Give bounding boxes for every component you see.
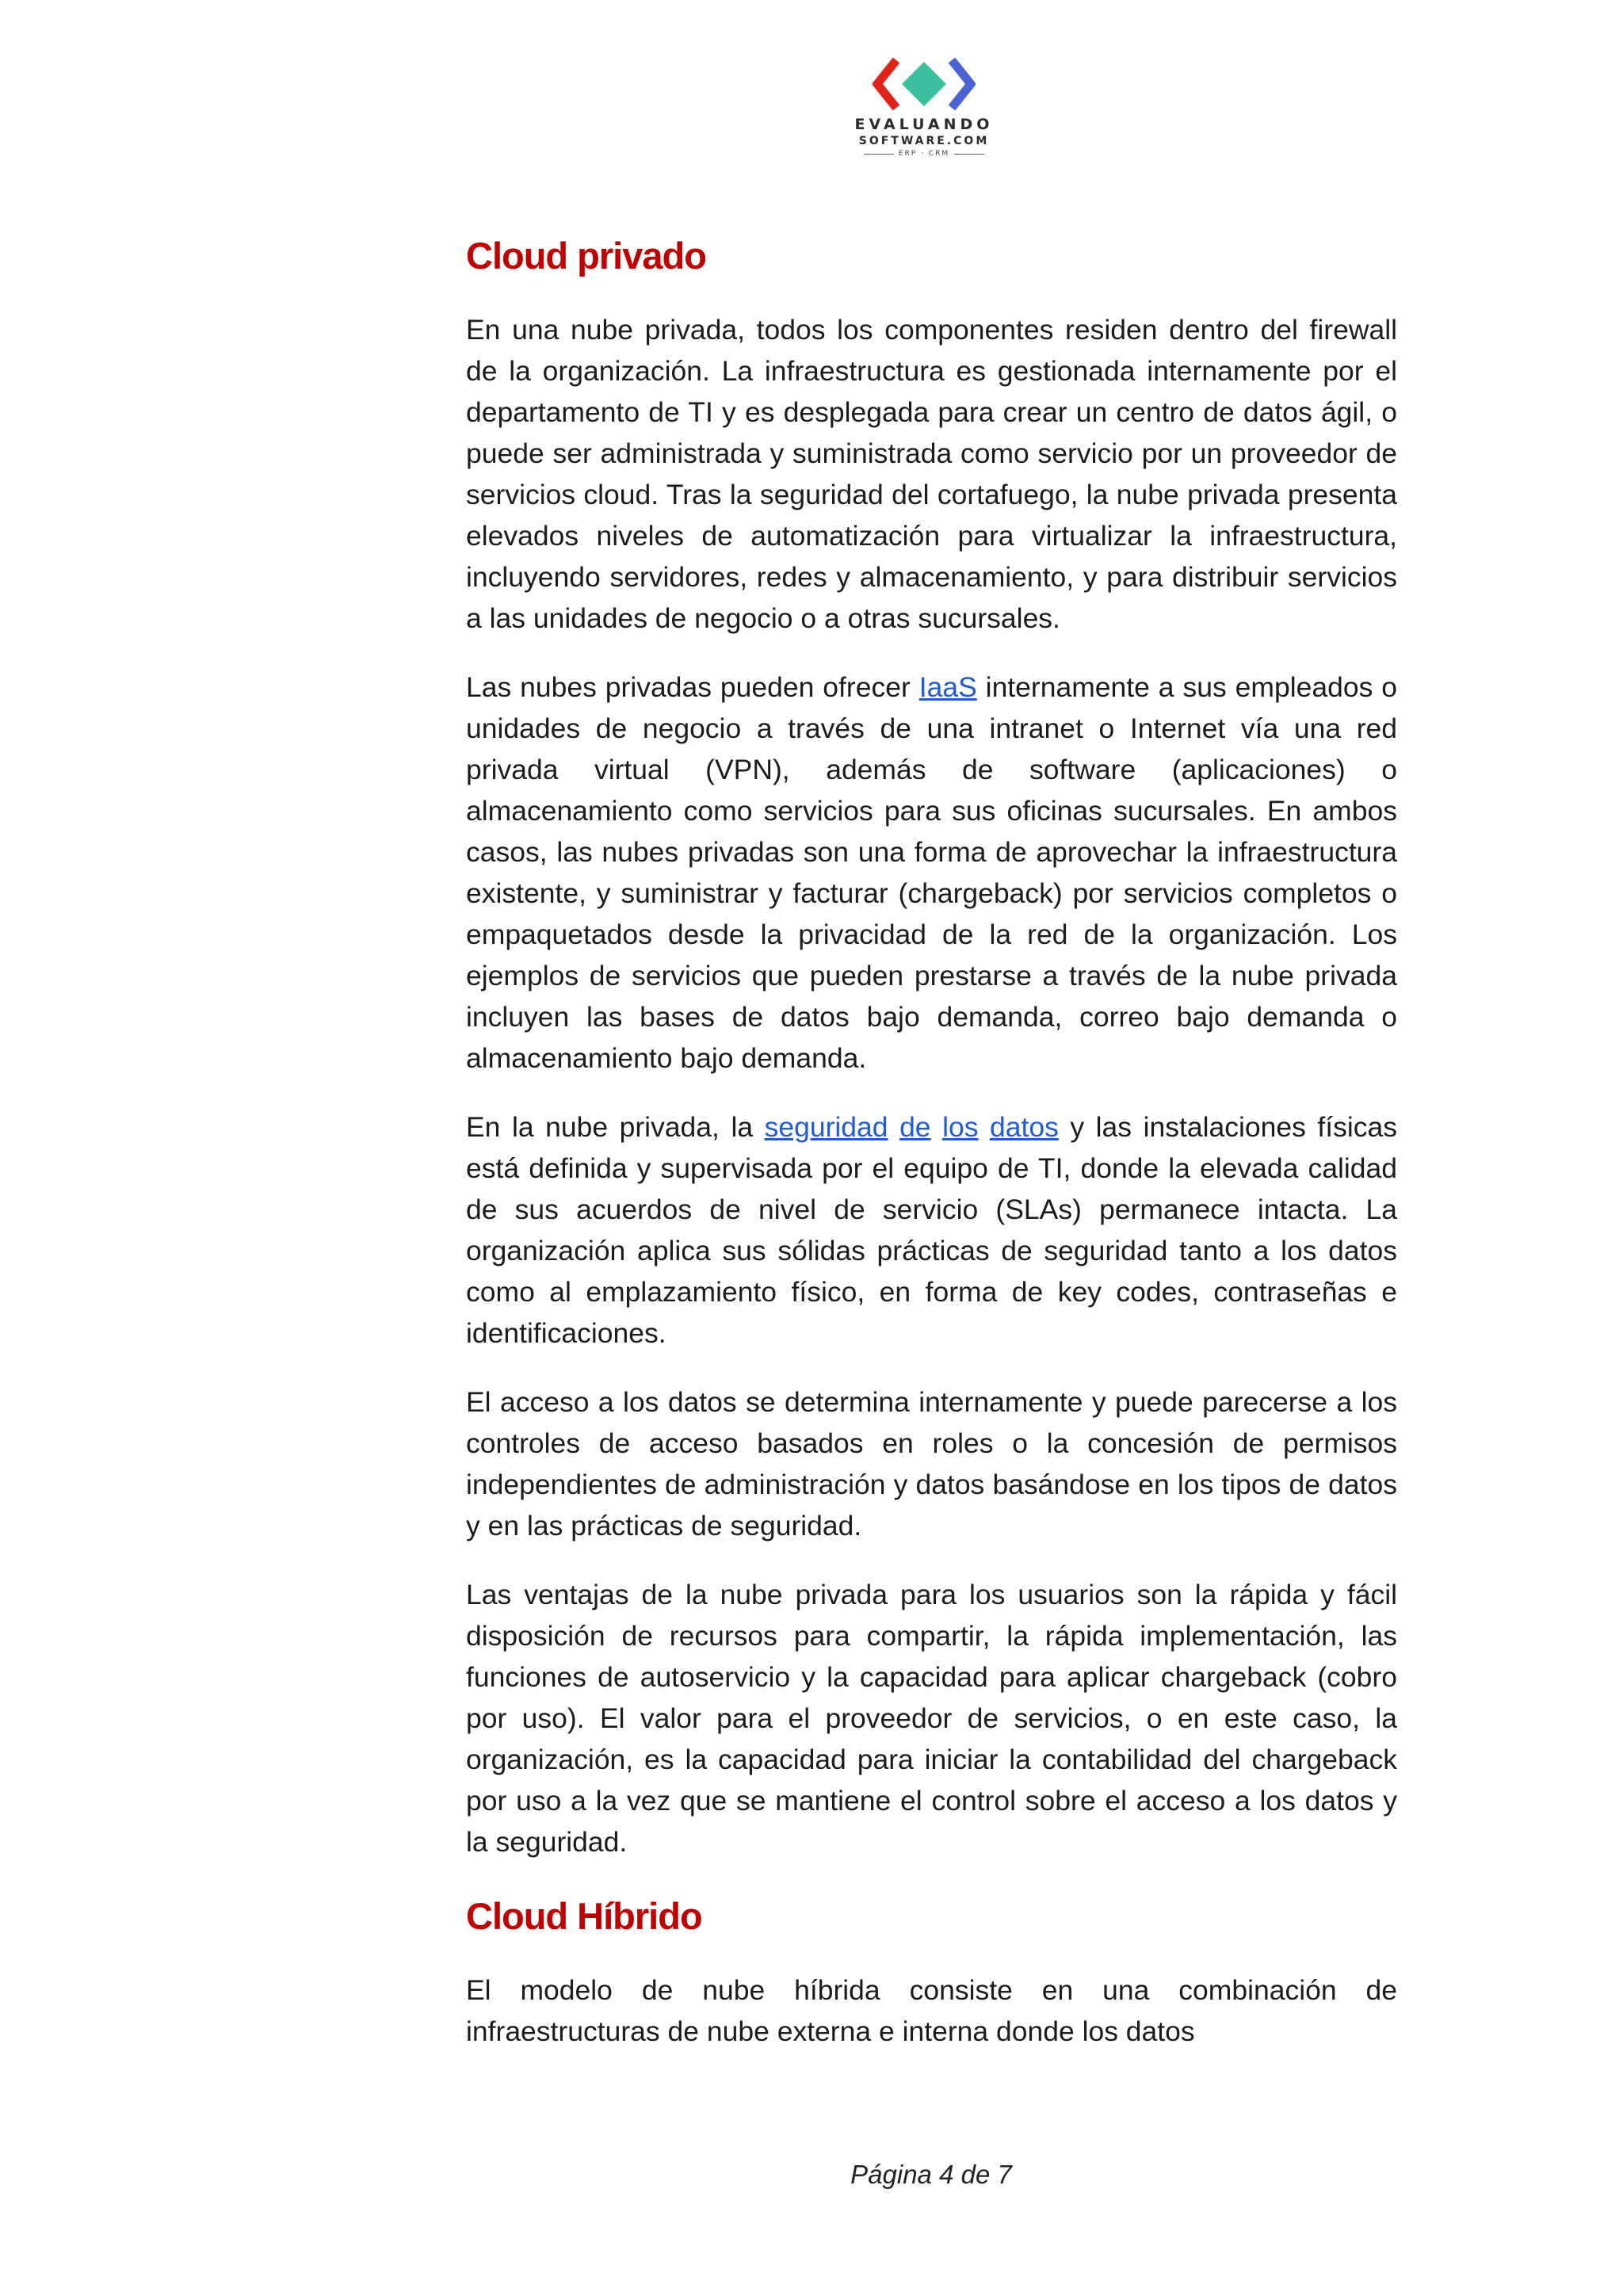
link-iaas[interactable]: IaaS	[918, 671, 977, 703]
page-number-footer: Página 4 de 7	[850, 2160, 1012, 2189]
logo-domain-text: SOFTWARE.COM	[858, 135, 990, 147]
paragraph	[466, 667, 1397, 1079]
logo-rule-right	[954, 154, 984, 155]
section-heading-cloud-privado: Cloud privado	[466, 235, 706, 277]
link-datos[interactable]: datos	[990, 1111, 1059, 1143]
section-heading-cloud-hibrido: Cloud Híbrido	[466, 1895, 702, 1937]
paragraph: Las ventajas de la nube privada para los usuarios son la rápida y fácil disposición de recursos para compartir, la rápida implementación, las funciones de autoservicio y la capacidad para aplicar chargeback (cobro por uso). El valor para el proveedor de servicios, o en este caso, la organización, es la capacidad para iniciar la contabilidad del chargeback por uso a la vez que se mantiene el control sobre el acceso a los datos y la seguridad.	[466, 1579, 1397, 1858]
paragraph-text: En la nube privada, la	[466, 1111, 765, 1143]
paragraph-text: Las nubes privadas pueden ofrecer	[466, 671, 919, 703]
logo-brand-text: EVALUANDO	[854, 116, 994, 133]
logo-mark-icon	[873, 55, 976, 113]
link-seguridad[interactable]: seguridad	[764, 1111, 888, 1143]
evaluando-software-logo	[853, 55, 995, 174]
logo-tagline-text: ERP · CRM	[898, 150, 950, 158]
link-de[interactable]: de	[899, 1111, 931, 1143]
paragraph	[466, 1106, 1397, 1354]
paragraph: El acceso a los datos se determina internamente y puede parecerse a los controles de acceso basados en roles o la concesión de permisos independientes de administración y datos basándose en los tipos de datos y en las prácticas de seguridad.	[466, 1386, 1397, 1541]
paragraph-text: y las instalaciones físicas está definida y supervisada por el equipo de TI, donde la elevada calidad de sus acuerdos de nivel de servicio (SLAs) permanece intacta. La organización aplica sus sólidas prácticas de seguridad tanto a los datos como al emplazamiento físico, en forma de key codes, contraseñas e identificaciones.	[466, 1111, 1397, 1349]
document-body	[466, 230, 1397, 2080]
link-los[interactable]: los	[942, 1111, 979, 1143]
paragraph-text: internamente a sus empleados o unidades de negocio a través de una intranet o Internet vía una red privada virtual (VPN), además de software (aplicaciones) o almacenamiento como servicios para sus oficinas sucursales. En ambos casos, las nubes privadas son una forma de aprovechar la infraestructura existente, y suministrar y facturar (chargeback) por servicios completos o empaquetados desde la privacidad de la red de la organización. Los ejemplos de servicios que pueden prestarse a través de la nube privada incluyen las bases de datos bajo demanda, correo bajo demanda o almacenamiento bajo demanda.	[466, 671, 1397, 1074]
logo-rule-left	[864, 154, 894, 155]
logo-tagline	[853, 150, 995, 158]
paragraph: El modelo de nube híbrida consiste en una combinación de infraestructuras de nube externa e interna donde los datos	[466, 1974, 1397, 2047]
paragraph: En una nube privada, todos los componentes residen dentro del firewall de la organización. La infraestructura es gestionada internamente por el departamento de TI y es desplegada para crear un centro de datos ágil, o puede ser administrada y suministrada como servicio por un proveedor de servicios cloud. Tras la seguridad del cortafuego, la nube privada presenta elevados niveles de automatización para virtualizar la infraestructura, incluyendo servidores, redes y almacenamiento, y para distribuir servicios a las unidades de negocio o a otras sucursales.	[466, 314, 1397, 634]
